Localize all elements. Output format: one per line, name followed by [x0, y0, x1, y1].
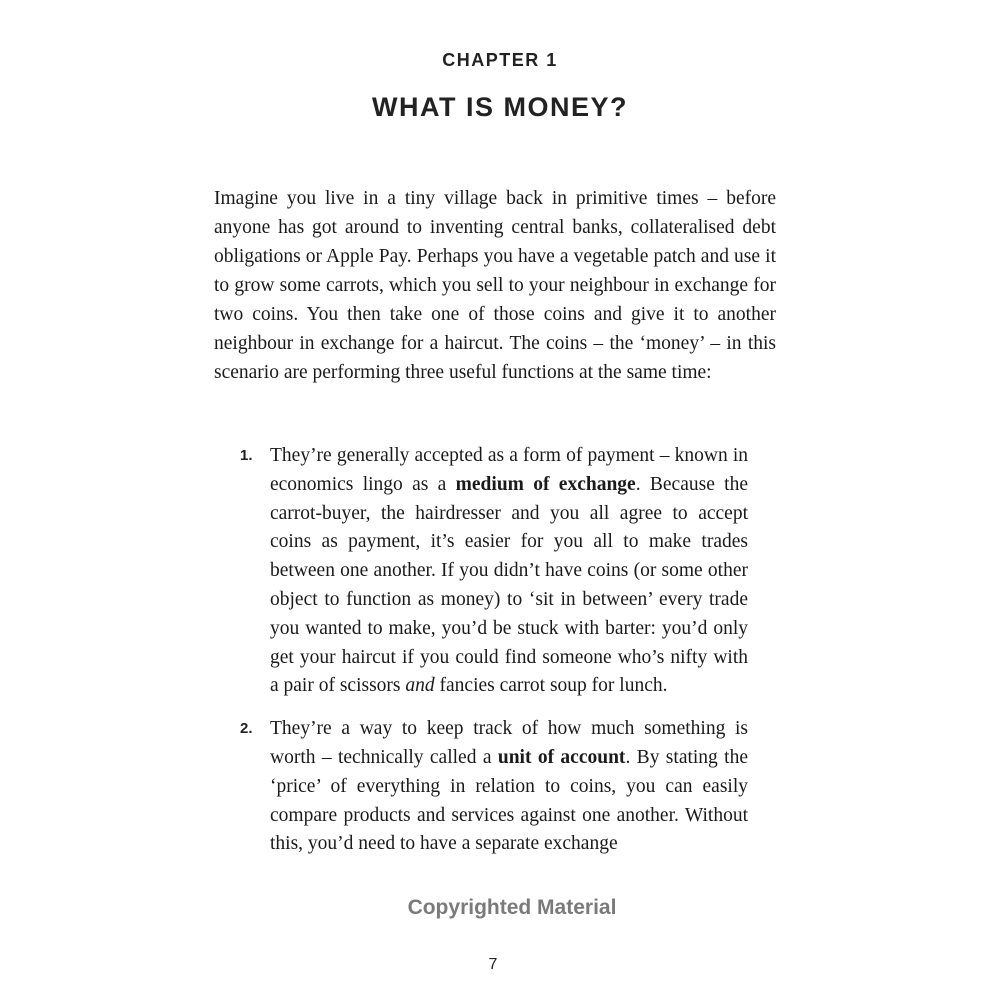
list-text: They’re a way to keep track of how much something is worth – technically called a — [270, 718, 748, 768]
list-number: 1. — [240, 447, 253, 464]
list-item-1 — [240, 442, 748, 701]
copyright-watermark: Copyrighted Material — [407, 896, 617, 919]
intro-paragraph: Imagine you live in a tiny village back in primitive times – before anyone has got around to inventing central banks, collateralised debt obligations or Apple Pay. Perhaps you have a vegetable patch and use it to grow some carrots, which you sell to your neighbour in exchange for two coins. You then take one of those coins and give it to another neighbour in exchange for a haircut. The coins – the ‘money’ – in this scenario are performing three useful functions at the same time: — [214, 188, 776, 383]
functions-list — [240, 442, 748, 873]
chapter-label: CHAPTER 1 — [442, 50, 558, 70]
page-number: 7 — [488, 956, 498, 973]
list-number: 2. — [240, 720, 253, 738]
term-unit-of-account: unit of account — [497, 746, 626, 768]
emphasis-text: and — [405, 675, 435, 697]
chapter-title: WHAT IS MONEY? — [372, 92, 628, 122]
list-text: . Because the carrot-buyer, the hairdresser and you all agree to accept coins as payment, it’s easier for you all to make trades between one another. If you didn’t have coins (or some other object to function as money) to ‘sit in between’ every trade you wanted to make, you’d be stuck with barter: you’d only get your haircut if you could find someone who’s nifty with a pair of scissors — [270, 473, 749, 697]
term-medium-of-exchange: medium of exchange — [455, 473, 636, 495]
list-text: . By stating the ‘price’ of everything in relation to coins, you can easily compare products and services against one another. Without this, you’d need to have a separate exchange — [270, 746, 748, 855]
list-text: fancies carrot soup for lunch. — [434, 675, 668, 697]
list-item-2 — [240, 715, 748, 859]
list-text: They’re generally accepted as a form of payment – known in economics lingo as a — [270, 445, 748, 495]
